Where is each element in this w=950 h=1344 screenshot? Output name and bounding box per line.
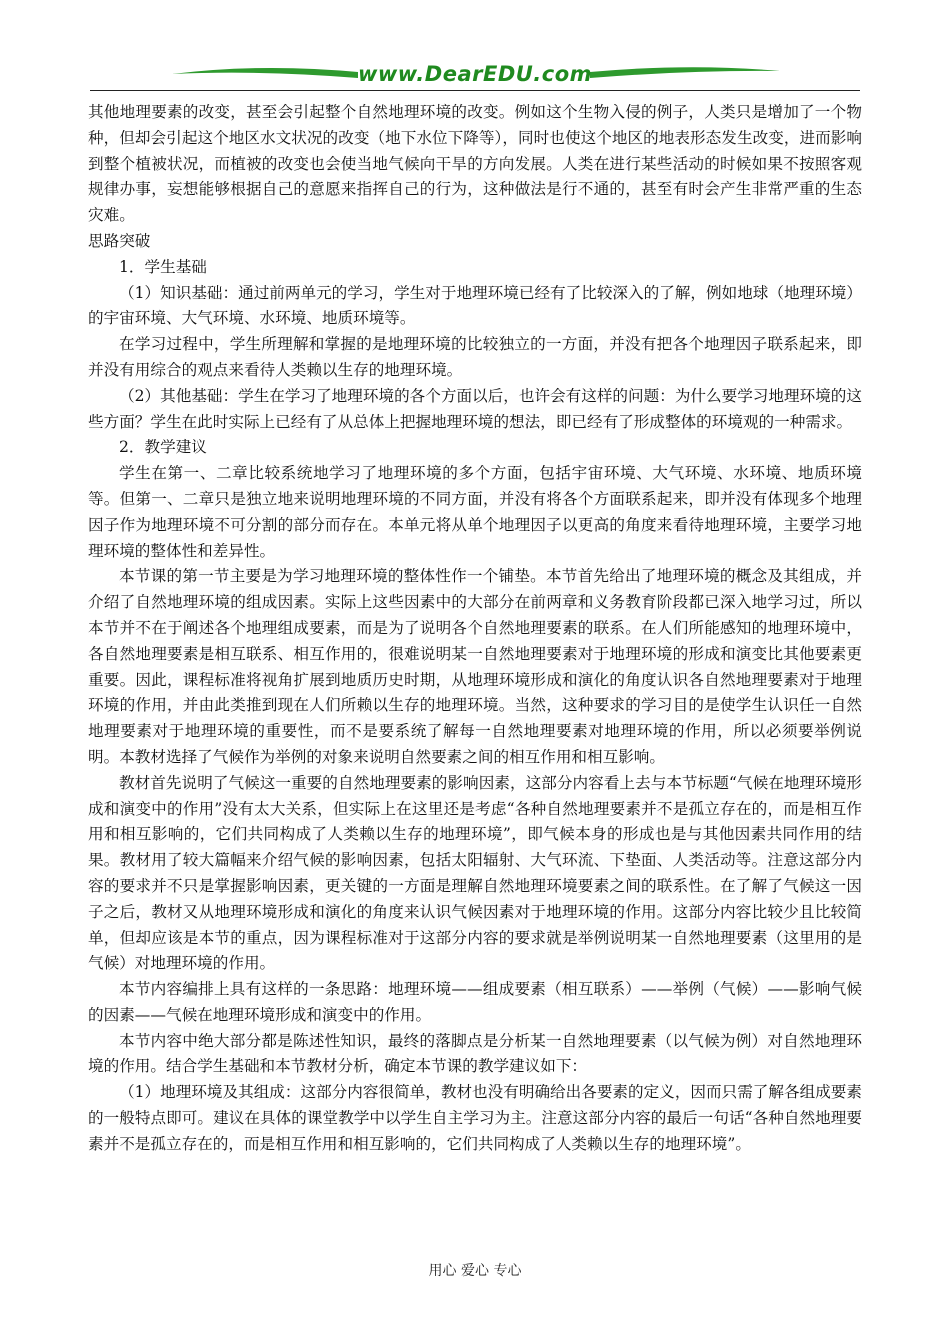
paragraph: 在学习过程中，学生所理解和掌握的是地理环境的比较独立的一方面，并没有把各个地理因子联系起来，即并没有用综合的观点来看待人类赖以生存的地理环境。 bbox=[88, 335, 862, 379]
site-logo: www.DearEDU.com bbox=[357, 62, 593, 86]
paragraph: （1）知识基础：通过前两单元的学习，学生对于地理环境已经有了比较深入的了解，例如地球（地理环境）的宇宙环境、大气环境、水环境、地质环境等。 bbox=[88, 283, 862, 328]
paragraph: 其他地理要素的改变，甚至会引起整个自然地理环境的改变。例如这个生物入侵的例子，人类只是增加了一个物种，但却会引起这个地区水文状况的改变（地下水位下降等），同时也使这个地区的地表形态发生改变，进而影响到整个植被状况，而植被的改变也会使当地气候向干旱的方向发展。人类在进行某些活动的时候如果不按照客观规律办事，妄想能够根据自己的意愿来指挥自己的行为，这种做法是行不通的，甚至有时会产生非常严重的生态灾难。 bbox=[88, 103, 862, 225]
page-header bbox=[90, 58, 860, 94]
paragraph: （2）其他基础：学生在学习了地理环境的各个方面以后，也许会有这样的问题：为什么要学习地理环境的这些方面？学生在此时实际上已经有了从总体上把握地理环境的想法，即已经有了形成整体的环境观的一种需求。 bbox=[88, 386, 862, 431]
page-footer: 用心 爱心 专心 bbox=[428, 1263, 522, 1279]
paragraph: 本节内容编排上具有这样的一条思路：地理环境——组成要素（相互联系）——举例（气候）——影响气候的因素——气候在地理环境形成和演变中的作用。 bbox=[88, 980, 862, 1024]
paragraph: 本节内容中绝大部分都是陈述性知识，最终的落脚点是分析某一自然地理要素（以气候为例）对自然地理环境的作用。结合学生基础和本节教材分析，确定本节课的教学建议如下： bbox=[88, 1031, 862, 1076]
paragraph: （1）地理环境及其组成：这部分内容很简单，教材也没有明确给出各要素的定义，因而只需了解各组成要素的一般特点即可。建议在具体的课堂教学中以学生自主学习为主。注意这部分内容的最后一句话“各种自然地理要素并不是孤立存在的，而是相互作用和相互影响的，它们共同构成了人类赖以生存的地理环境”。 bbox=[88, 1083, 862, 1153]
header-rule bbox=[90, 90, 860, 91]
paragraph: 思路突破 bbox=[88, 231, 151, 250]
document-body bbox=[88, 100, 862, 1158]
paragraph: 本节课的第一节主要是为学习地理环境的整体性作一个铺垫。本节首先给出了地理环境的概念及其组成，并介绍了自然地理环境的组成因素。实际上这些因素中的大部分在前两章和义务教育阶段都已深入地学习过，所以本节并不在于阐述各个地理组成要素，而是为了说明各个自然地理要素的联系。在人们所能感知的地理环境中，各自然地理要素是相互联系、相互作用的，很难说明某一自然地理要素对于地理环境的形成和演变比其他要素更重要。因此，课程标准将视角扩展到地质历史时期，从地理环境形成和演化的角度认识各自然地理要素对于地理环境的作用，并由此类推到现在人们所赖以生存的地理环境。当然，这种要求的学习目的是使学生认识任一自然地理要素对于地理环境的重要性，而不是要系统了解每一自然地理要素对地理环境的作用，所以必须要举例说明。本教材选择了气候作为举例的对象来说明自然要素之间的相互作用和相互影响。 bbox=[88, 567, 862, 766]
paragraph: 1．学生基础 bbox=[119, 257, 207, 276]
paragraph: 教材首先说明了气候这一重要的自然地理要素的影响因素，这部分内容看上去与本节标题“气候在地理环境形成和演变中的作用”没有太大关系，但实际上在这里还是考虑“各种自然地理要素并不是孤立存在的，而是相互作用和相互影响的，它们共同构成了人类赖以生存的地理环境”，即气候本身的形成也是与其他因素共同作用的结果。教材用了较大篇幅来介绍气候的影响因素，包括太阳辐射、大气环流、下垫面、人类活动等。注意这部分内容的要求并不只是掌握影响因素，更关键的一方面是理解自然地理环境要素之间的联系性。在了解了气候这一因子之后，教材又从地理环境形成和演化的角度来认识气候因素对于地理环境的作用。这部分内容比较少且比较简单，但却应该是本节的重点，因为课程标准对于这部分内容的要求就是举例说明某一自然地理要素（这里用的是气候）对地理环境的作用。 bbox=[88, 773, 862, 973]
paragraph: 学生在第一、二章比较系统地学习了地理环境的多个方面，包括宇宙环境、大气环境、水环境、地质环境等。但第一、二章只是独立地来说明地理环境的不同方面，并没有将各个方面联系起来，即并没有体现多个地理因子作为地理环境不可分割的部分而存在。本单元将从单个地理因子以更高的角度来看待地理环境，主要学习地理环境的整体性和差异性。 bbox=[88, 464, 862, 560]
paragraph: 2．教学建议 bbox=[119, 438, 207, 457]
